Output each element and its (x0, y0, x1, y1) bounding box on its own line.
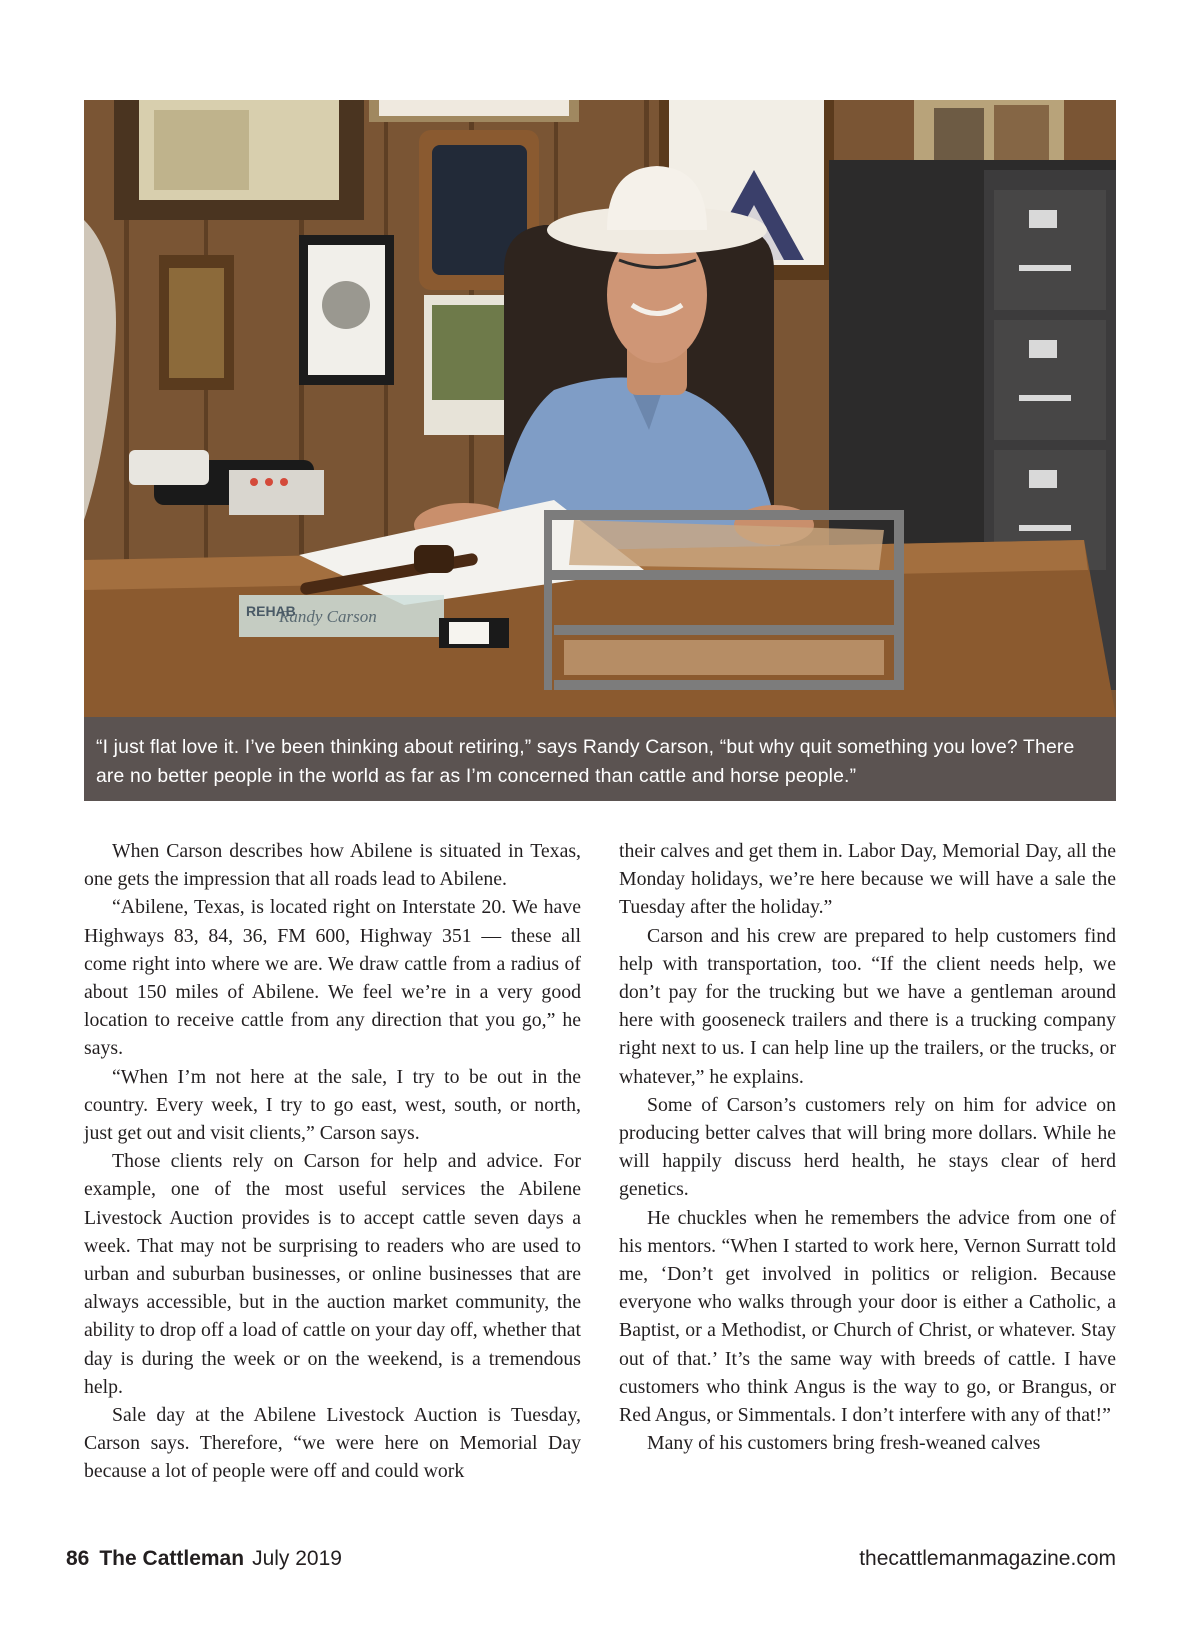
issue-date: July 2019 (252, 1547, 342, 1570)
nameplate-logo: REHAB (246, 603, 296, 619)
paragraph: When Carson describes how Abilene is situated in Texas, one gets the impression that all roads lead to Abilene. (84, 840, 581, 891)
photo-caption: “I just flat love it. I’ve been thinking about retiring,” says Randy Carson, “but why quit something you love? There are no better people in the world as far as I’m concerned than cattle and horse people.” (96, 736, 1075, 787)
paragraph: Those clients rely on Carson for help and advice. For example, one of the most useful services the Abilene Livestock Auction provides is to accept cattle seven days a week. That may not be surprising to readers who are used to urban and suburban businesses, or online businesses that are always accessible, but in the auction market community, the ability to drop off a load of cattle on your day off, whether that day is during the week or on the weekend, is a tremendous help. (84, 1150, 581, 1398)
photo-caption-bar (84, 717, 1116, 801)
paragraph: Some of Carson’s customers rely on him for advice on producing better calves that will bring more dollars. While he will happily discuss herd health, he stays clear of herd genetics. (619, 1093, 1116, 1201)
paragraph: “When I’m not here at the sale, I try to be out in the country. Every week, I try to go east, west, south, or north, just get out and visit clients,” Carson says. (84, 1065, 581, 1145)
article-column-left (84, 837, 581, 1486)
page-footer (66, 1544, 1116, 1574)
magazine-name: The Cattleman (99, 1547, 245, 1570)
website-url: thecattlemanmagazine.com (859, 1547, 1116, 1570)
nameplate-text: Randy Carson (279, 607, 377, 626)
page-number: 86 (66, 1547, 90, 1570)
paragraph: He chuckles when he remembers the advice from one of his mentors. “When I started to work here, Vernon Surratt told me, ‘Don’t get involved in politics or religion. Because everyone who walks through your door is either a Catholic, a Baptist, or a Methodist, or Church of Christ, or whatever. Stay out of that.’ It’s the same way with breeds of cattle. I have customers who think Angus is the way to go, or Brangus, or Red Angus, or Simmentals. I don’t interfere with any of that!” (619, 1206, 1116, 1427)
paragraph: Sale day at the Abilene Livestock Auction is Tuesday, Carson says. Therefore, “we were here on Memorial Day because a lot of people were off and could work (84, 1404, 581, 1483)
paragraph: Many of his customers bring fresh-weaned calves (647, 1432, 1041, 1455)
article-photo (84, 100, 1116, 717)
paragraph-continuation: their calves and get them in. Labor Day, Memorial Day, all the Monday holidays, we’re here because we will have a sale the Tuesday after the holiday.” (619, 840, 1116, 919)
paragraph: “Abilene, Texas, is located right on Interstate 20. We have Highways 83, 84, 36, FM 600, Highway 351 — these all come right into where we are. We draw cattle from a radius of about 150 miles of Abilene. We feel we’re in a very good location to receive cattle from any direction that you go,” he says. (84, 896, 581, 1060)
article-column-right (619, 837, 1116, 1457)
paragraph: Carson and his crew are prepared to help customers find help with transportation, too. “If the client needs help, we don’t pay for the trucking but we have a gentleman around here with gooseneck trailers and there is a trucking company right next to us. I can help line up the trailers, or the trucks, or whatever,” he explains. (619, 924, 1116, 1088)
